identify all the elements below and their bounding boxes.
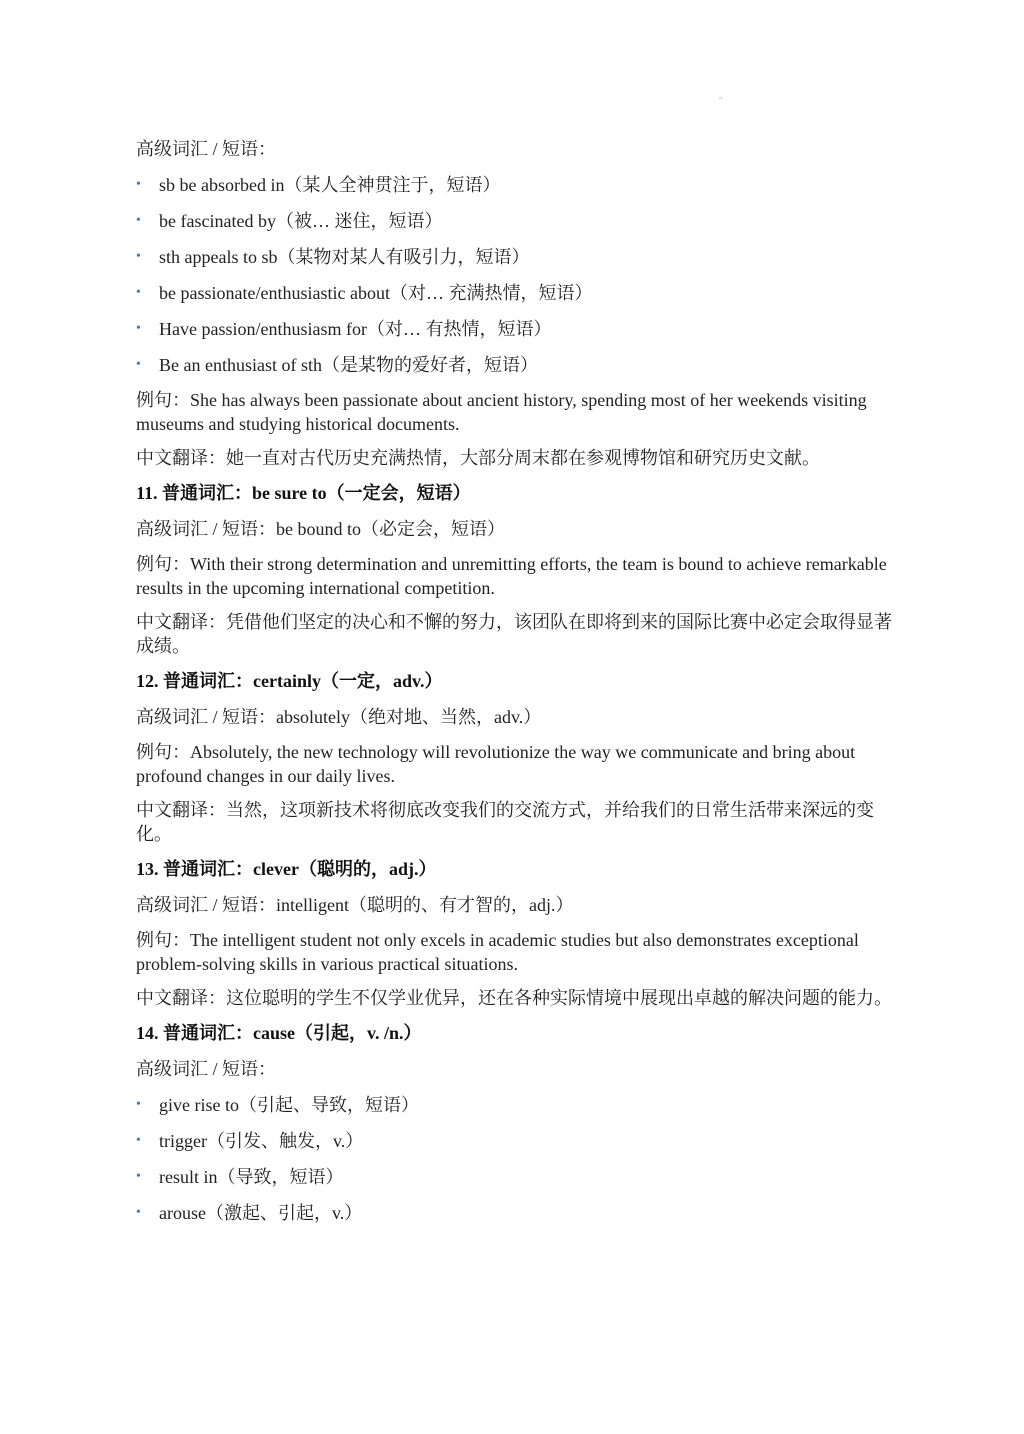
bullet-icon: • bbox=[136, 249, 141, 264]
advanced-vocab: 高级词汇 / 短语：absolutely（绝对地、当然，adv.） bbox=[136, 707, 542, 727]
example-sentence: 例句：She has always been passionate about ancient history, spending most of her weekends visiting museums and studying historical documents. bbox=[136, 390, 867, 434]
advanced-vocab-list bbox=[136, 1092, 896, 1226]
chinese-translation: 中文翻译：她一直对古代历史充满热情，大部分周末都在参观博物馆和研究历史文献。 bbox=[136, 448, 820, 468]
advanced-vocab: 高级词汇 / 短语：be bound to（必定会，短语） bbox=[136, 519, 505, 539]
example-sentence: 例句：Absolutely, the new technology will revolutionize the way we communicate and bring about profound changes in our daily lives. bbox=[136, 742, 856, 786]
list-item: • sb be absorbed in（某人全神贯注于，短语） bbox=[136, 172, 896, 198]
bullet-icon: • bbox=[136, 1097, 141, 1112]
document-page bbox=[136, 136, 896, 1236]
advanced-vocab-label: 高级词汇 / 短语： bbox=[136, 1059, 277, 1079]
advanced-vocab-list bbox=[136, 172, 896, 378]
advanced-vocab: 高级词汇 / 短语：intelligent（聪明的、有才智的，adj.） bbox=[136, 895, 574, 915]
list-item: • result in（导致，短语） bbox=[136, 1164, 896, 1190]
list-item: • sth appeals to sb（某物对某人有吸引力，短语） bbox=[136, 244, 896, 270]
bullet-icon: • bbox=[136, 177, 141, 192]
section-heading-12: 12. 普通词汇：certainly（一定，adv.） bbox=[136, 671, 443, 691]
example-sentence: 例句：With their strong determination and unremitting efforts, the team is bound to achieve remarkable results in the upcoming international competition. bbox=[136, 554, 887, 598]
bullet-icon: • bbox=[136, 213, 141, 228]
chinese-translation: 中文翻译：当然，这项新技术将彻底改变我们的交流方式，并给我们的日常生活带来深远的变化。 bbox=[136, 800, 874, 844]
bullet-icon: • bbox=[136, 285, 141, 300]
list-item: • be passionate/enthusiastic about（对… 充满热情，短语） bbox=[136, 280, 896, 306]
bullet-icon: • bbox=[136, 1133, 141, 1148]
list-item: • Have passion/enthusiasm for（对… 有热情，短语） bbox=[136, 316, 896, 342]
list-item: • trigger（引发、触发，v.） bbox=[136, 1128, 896, 1154]
bullet-icon: • bbox=[136, 321, 141, 336]
list-item: • Be an enthusiast of sth（是某物的爱好者，短语） bbox=[136, 352, 896, 378]
section-heading-11: 11. 普通词汇：be sure to（一定会，短语） bbox=[136, 483, 471, 503]
chinese-translation: 中文翻译：凭借他们坚定的决心和不懈的努力，该团队在即将到来的国际比赛中必定会取得显著成绩。 bbox=[136, 612, 892, 656]
corner-mark: " bbox=[719, 96, 723, 105]
advanced-vocab-label: 高级词汇 / 短语： bbox=[136, 139, 277, 159]
section-heading-14: 14. 普通词汇：cause（引起，v. /n.） bbox=[136, 1023, 422, 1043]
bullet-icon: • bbox=[136, 1205, 141, 1220]
list-item: • give rise to（引起、导致，短语） bbox=[136, 1092, 896, 1118]
bullet-icon: • bbox=[136, 1169, 141, 1184]
chinese-translation: 中文翻译：这位聪明的学生不仅学业优异，还在各种实际情境中展现出卓越的解决问题的能力。 bbox=[136, 988, 892, 1008]
bullet-icon: • bbox=[136, 357, 141, 372]
section-heading-13: 13. 普通词汇：clever（聪明的，adj.） bbox=[136, 859, 437, 879]
list-item: • be fascinated by（被… 迷住，短语） bbox=[136, 208, 896, 234]
list-item: • arouse（激起、引起，v.） bbox=[136, 1200, 896, 1226]
example-sentence: 例句：The intelligent student not only excels in academic studies but also demonstrates exceptional problem-solving skills in various practical situations. bbox=[136, 930, 859, 974]
